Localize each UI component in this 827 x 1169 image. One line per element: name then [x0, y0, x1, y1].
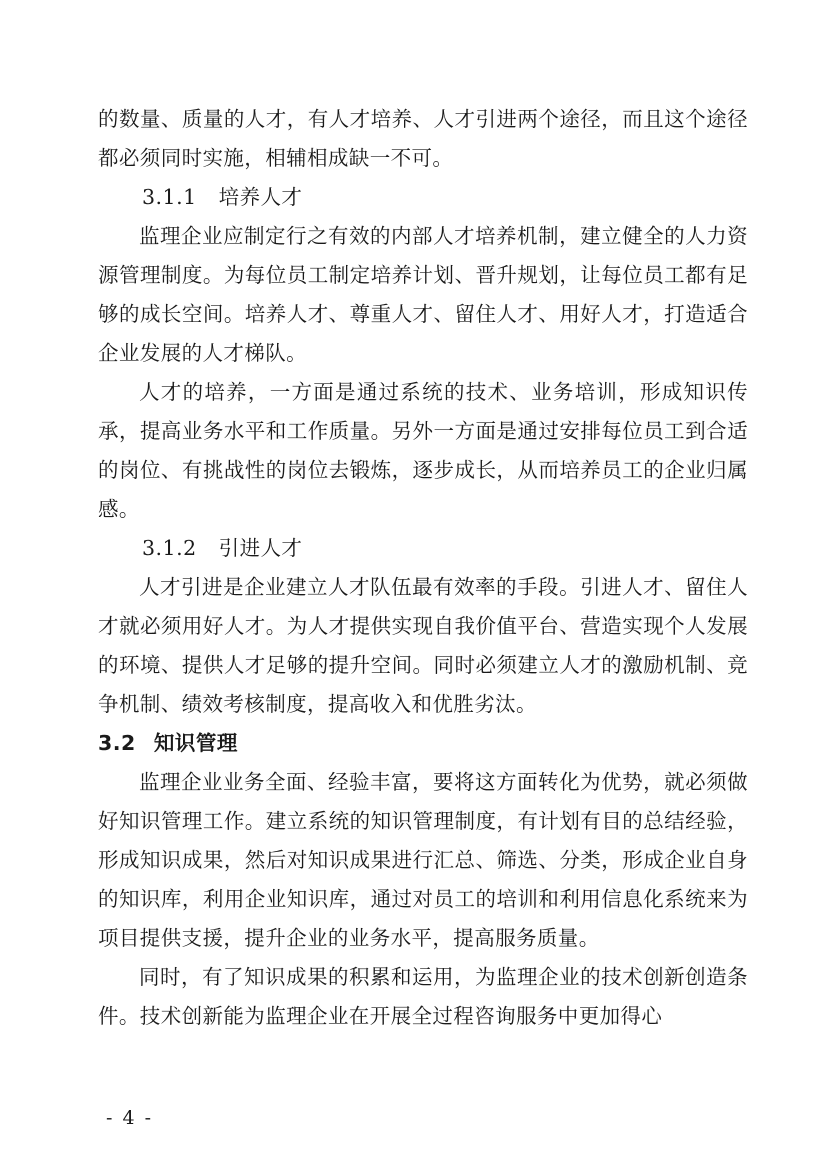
subsection-heading-training	[98, 178, 748, 217]
section-title: 知识管理	[153, 731, 238, 755]
subsection-number: 3.1.2	[142, 536, 197, 560]
paragraph: 同时，有了知识成果的积累和运用，为监理企业的技术创新创造条件。技术创新能为监理企业在开展全过程咨询服务中更加得心	[98, 965, 748, 1028]
subsection-heading-recruiting	[98, 529, 748, 568]
paragraph: 监理企业业务全面、经验丰富，要将这方面转化为优势，就必须做好知识管理工作。建立系统的知识管理制度，有计划有目的总结经验，形成知识成果，然后对知识成果进行汇总、筛选、分类，形成企业自身的知识库，利用企业知识库，通过对员工的培训和利用信息化系统来为项目提供支援，提升企业的业务水平，提高服务质量。	[98, 770, 748, 950]
subsection-title: 培养人才	[218, 185, 303, 209]
paragraph: 人才引进是企业建立人才队伍最有效率的手段。引进人才、留住人才就必须用好人才。为人才提供实现自我价值平台、营造实现个人发展的环境、提供人才足够的提升空间。同时必须建立人才的激励机制、竞争机制、绩效考核制度，提高收入和优胜劣汰。	[98, 575, 748, 716]
subsection-number: 3.1.1	[142, 185, 197, 209]
subsection-title: 引进人才	[218, 536, 303, 560]
section-number: 3.2	[98, 731, 136, 755]
section-heading-knowledge-management	[98, 724, 748, 763]
paragraph: 监理企业应制定行之有效的内部人才培养机制，建立健全的人力资源管理制度。为每位员工制定培养计划、晋升规划，让每位员工都有足够的成长空间。培养人才、尊重人才、留住人才、用好人才，打造适合企业发展的人才梯队。	[98, 224, 748, 365]
paragraph-continued: 的数量、质量的人才，有人才培养、人才引进两个途径，而且这个途径都必须同时实施，相辅相成缺一不可。	[98, 107, 748, 170]
page-number: - 4 -	[106, 1107, 154, 1129]
document-body	[98, 100, 748, 1036]
paragraph: 人才的培养，一方面是通过系统的技术、业务培训，形成知识传承，提高业务水平和工作质量。另外一方面是通过安排每位员工到合适的岗位、有挑战性的岗位去锻炼，逐步成长，从而培养员工的企业归属感。	[98, 380, 748, 521]
